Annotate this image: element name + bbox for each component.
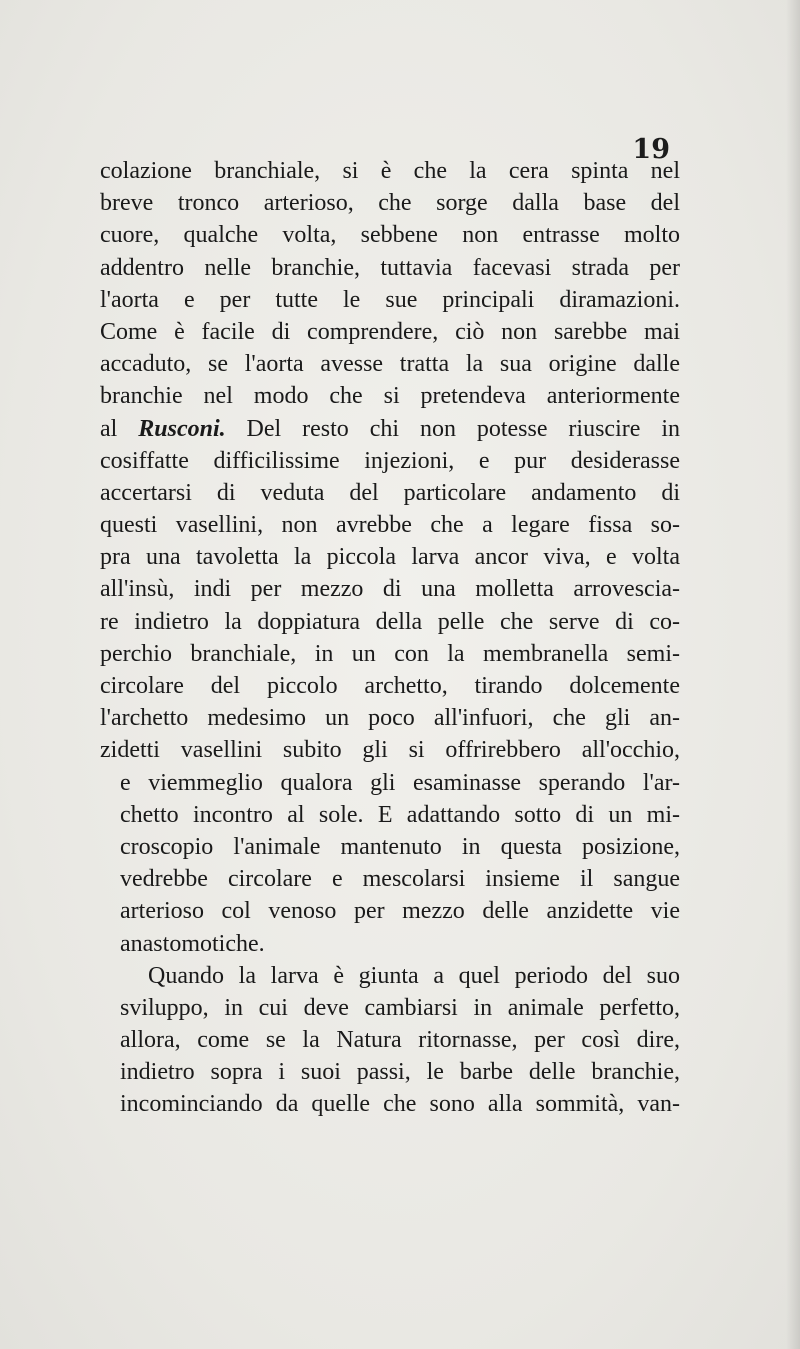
- text-line: accertarsi di veduta del particolare andamento di: [100, 479, 680, 506]
- text-line: sviluppo, in cui deve cambiarsi in animale perfetto,: [120, 994, 680, 1021]
- page-spine-shadow: [786, 0, 800, 1349]
- text-line: e viemmeglio qualora gli esaminasse sperando l'ar-: [120, 769, 680, 796]
- text-line: perchio branchiale, in un con la membranella semi-: [100, 640, 680, 667]
- text-line: cuore, qualche volta, sebbene non entrasse molto: [100, 222, 680, 249]
- text-line-with-italic: [100, 413, 680, 445]
- text-line: addentro nelle branchie, tuttavia facevasi strada per: [100, 254, 680, 281]
- text-line: croscopio l'animale mantenuto in questa posizione,: [120, 833, 680, 860]
- italic-name: Rusconi.: [138, 415, 226, 442]
- text-line: branchie nel modo che si pretendeva anteriormente: [100, 383, 680, 410]
- text-line: questi vasellini, non avrebbe che a legare fissa so-: [100, 512, 680, 539]
- text-line: anastomotiche.: [120, 930, 265, 957]
- text-line: cosiffatte difficilissime injezioni, e pur desiderasse: [100, 447, 680, 474]
- text-fragment: al: [100, 415, 118, 442]
- text-line-paragraph-start: Quando la larva è giunta a quel periodo del suo: [148, 962, 680, 989]
- text-line: pra una tavoletta la piccola larva ancor viva, e volta: [100, 544, 680, 571]
- text-line: accaduto, se l'aorta avesse tratta la sua origine dalle: [100, 351, 680, 378]
- text-line: re indietro la doppiatura della pelle che serve di co-: [100, 608, 680, 635]
- text-line: incominciando da quelle che sono alla sommità, van-: [120, 1091, 680, 1118]
- text-line: allora, come se la Natura ritornasse, per così dire,: [120, 1027, 680, 1054]
- text-line: arterioso col venoso per mezzo delle anzidette vie: [120, 898, 680, 925]
- text-line: zidetti vasellini subito gli si offrirebbero all'occhio,: [100, 737, 680, 764]
- text-fragment: Del resto chi non potesse riuscire in: [246, 415, 680, 442]
- text-line: l'aorta e per tutte le sue principali diramazioni.: [100, 286, 680, 313]
- text-line: breve tronco arterioso, che sorge dalla base del: [100, 190, 680, 217]
- text-line: colazione branchiale, si è che la cera spinta nel: [100, 158, 680, 184]
- text-line: circolare del piccolo archetto, tirando dolcemente: [100, 673, 680, 699]
- body-text: [100, 155, 680, 1121]
- page-number: 19: [632, 134, 670, 165]
- text-line: l'archetto medesimo un poco all'infuori, che gli an-: [100, 705, 680, 732]
- text-line: indietro sopra i suoi passi, le barbe delle branchie,: [120, 1059, 680, 1086]
- text-line: vedrebbe circolare e mescolarsi insieme il sangue: [120, 866, 680, 893]
- text-line: Come è facile di comprendere, ciò non sarebbe mai: [100, 318, 680, 345]
- text-line: all'insù, indi per mezzo di una molletta arrovescia-: [100, 576, 680, 603]
- text-line: chetto incontro al sole. E adattando sotto di un mi-: [120, 801, 680, 828]
